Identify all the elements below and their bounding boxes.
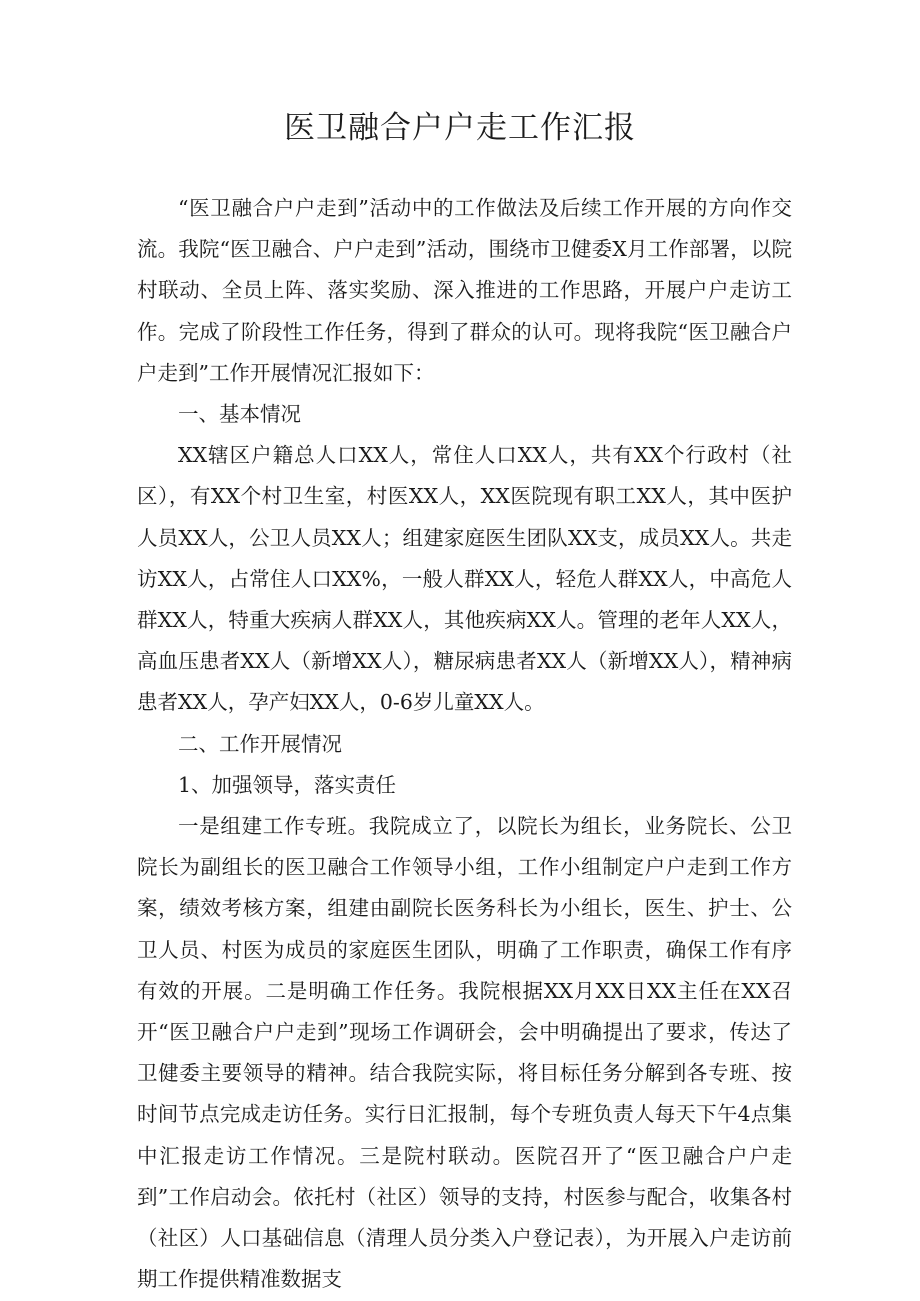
section-heading-work: 二、工作开展情况 xyxy=(178,731,342,756)
intro-paragraph: “医卫融合户户走到”活动中的工作做法及后续工作开展的方向作交流。我院“医卫融合、户户走到”活动，围绕市卫健委X月工作部署，以院村联动、全员上阵、落实奖励、深入推进的工作思路，开展户户走访工作。完成了阶段性工作任务，得到了群众的认可。现将我院“医卫融合户户走到”工作开展情况汇报如下： xyxy=(137,196,792,385)
subsection-heading-leadership: 1、加强领导，落实责任 xyxy=(178,772,397,797)
leadership-paragraph: 一是组建工作专班。我院成立了，以院长为组长，业务院长、公卫院长为副组长的医卫融合工作领导小组，工作小组制定户户走到工作方案，绩效考核方案，组建由副院长医务科长为小组长，医生、护士、公卫人员、村医为成员的家庭医生团队，明确了工作职责，确保工作有序有效的开展。二是明确工作任务。我院根据XX月XX日XX主任在XX召开“医卫融合户户走到”现场工作调研会，会中明确提出了要求，传达了卫健委主要领导的精神。结合我院实际，将目标任务分解到各专班、按时间节点完成走访任务。实行日汇报制，每个专班负责人每天下午4点集中汇报走访工作情况。三是院村联动。医院召开了“医卫融合户户走到”工作启动会。依托村（社区）领导的支持，村医参与配合，收集各村（社区）人口基础信息（清理人员分类入户登记表），为开展入户走访前期工作提供精准数据支 xyxy=(137,814,792,1292)
document-title: 医卫融合户户走工作汇报 xyxy=(284,110,636,146)
basic-situation-paragraph: XX辖区户籍总人口XX人，常住人口XX人，共有XX个行政村（社区），有XX个村卫生室，村医XX人，XX医院现有职工XX人，其中医护人员XX人，公卫人员XX人；组建家庭医生团队XX支，成员XX人。共走访XX人，占常住人口XX%，一般人群XX人，轻危人群XX人，中高危人群XX人，特重大疾病人群XX人，其他疾病XX人。管理的老年人XX人，高血压患者XX人（新增XX人），糖尿病患者XX人（新增XX人），精神病患者XX人，孕产妇XX人，0-6岁儿童XX人。 xyxy=(137,443,792,715)
document-body xyxy=(137,188,792,1300)
section-heading-basic: 一、基本情况 xyxy=(178,402,301,427)
